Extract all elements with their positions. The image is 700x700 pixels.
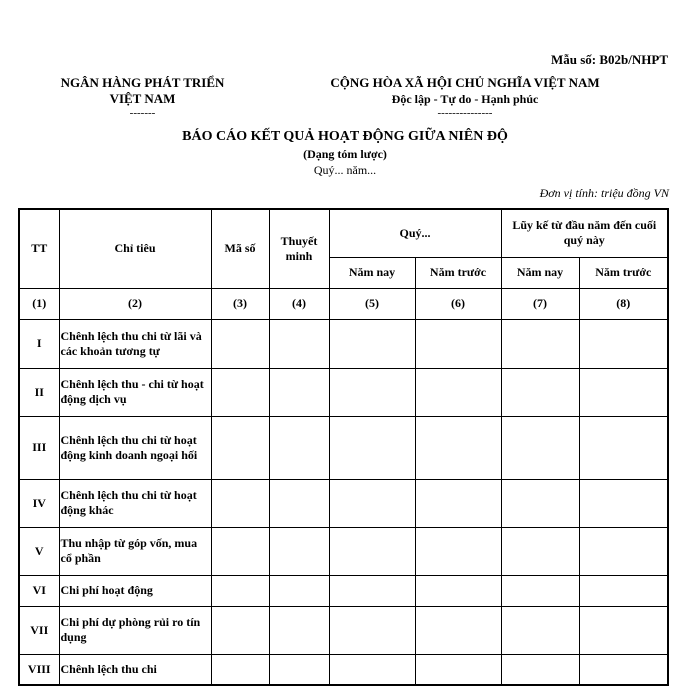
cell-luy-ke-nam-truoc [579,527,668,575]
column-number-row [19,288,668,319]
table-row [19,368,668,416]
cell-quy-nam-nay [329,654,415,685]
report-table [18,208,669,686]
cell-luy-ke-nam-truoc [579,368,668,416]
cell-thuyet-minh [269,319,329,368]
col-number: (1) [19,288,59,319]
report-subtitle: (Dạng tóm lược) [303,147,387,161]
header-thuyet-minh: Thuyết minh [269,209,329,288]
cell-thuyet-minh [269,368,329,416]
cell-luy-ke-nam-nay [501,606,579,654]
table-row [19,575,668,606]
cell-quy-nam-nay [329,368,415,416]
cell-quy-nam-truoc [415,575,501,606]
report-title: BÁO CÁO KẾT QUẢ HOẠT ĐỘNG GIỮA NIÊN ĐỘ [182,129,508,144]
cell-luy-ke-nam-nay [501,416,579,479]
currency-unit: Đơn vị tính: triệu đồng VN [539,186,669,200]
row-tt: VIII [19,654,59,685]
cell-quy-nam-nay [329,575,415,606]
cell-quy-nam-truoc [415,654,501,685]
report-period: Quý... năm... [313,163,377,177]
col-number: (6) [415,288,501,319]
table-row [19,319,668,368]
row-tt: II [19,368,59,416]
cell-ma-so [211,479,269,527]
cell-thuyet-minh [269,654,329,685]
cell-quy-nam-truoc [415,606,501,654]
header-tt: TT [19,209,59,288]
nation-motto: Độc lập - Tự do - Hạnh phúc [391,92,539,106]
col-number: (8) [579,288,668,319]
cell-thuyet-minh [269,527,329,575]
cell-ma-so [211,416,269,479]
cell-thuyet-minh [269,606,329,654]
row-tt: V [19,527,59,575]
cell-luy-ke-nam-truoc [579,416,668,479]
cell-luy-ke-nam-truoc [579,479,668,527]
col-number: (4) [269,288,329,319]
table-row [19,606,668,654]
row-label: Chi phí dự phòng rủi ro tín dụng [59,606,211,654]
col-number: (7) [501,288,579,319]
header-nam-truoc: Năm trước [415,257,501,288]
national-motto [300,75,630,119]
nation-underline: --------------- [437,107,493,119]
row-tt: VII [19,606,59,654]
cell-luy-ke-nam-nay [501,575,579,606]
header-nam-truoc-luy-ke: Năm trước [579,257,668,288]
nation-name: CỘNG HÒA XÃ HỘI CHỦ NGHĨA VIỆT NAM [330,75,600,90]
col-number: (5) [329,288,415,319]
row-label: Chênh lệch thu chi từ hoạt động kinh doanh ngoại hối [59,416,211,479]
cell-luy-ke-nam-nay [501,654,579,685]
table-row [19,527,668,575]
cell-quy-nam-nay [329,606,415,654]
cell-quy-nam-truoc [415,368,501,416]
cell-luy-ke-nam-truoc [579,319,668,368]
cell-quy-nam-nay [329,416,415,479]
cell-ma-so [211,368,269,416]
cell-ma-so [211,575,269,606]
organization-underline: ------- [129,107,156,119]
cell-luy-ke-nam-truoc [579,606,668,654]
form-code: Mẫu số: B02b/NHPT [550,52,668,67]
cell-luy-ke-nam-nay [501,319,579,368]
row-label: Chi phí hoạt động [59,575,211,606]
cell-luy-ke-nam-nay [501,479,579,527]
cell-luy-ke-nam-truoc [579,654,668,685]
cell-thuyet-minh [269,416,329,479]
header-nam-nay-luy-ke: Năm nay [501,257,579,288]
organization-name-line2: VIỆT NAM [109,91,176,106]
cell-quy-nam-nay [329,319,415,368]
table-row [19,416,668,479]
cell-quy-nam-truoc [415,319,501,368]
header-luy-ke: Lũy kế từ đầu năm đến cuối quý này [501,209,668,257]
row-tt: VI [19,575,59,606]
header-chi-tieu: Chỉ tiêu [59,209,211,288]
cell-ma-so [211,606,269,654]
cell-luy-ke-nam-truoc [579,575,668,606]
organization-header [40,75,245,119]
cell-ma-so [211,319,269,368]
row-label: Thu nhập từ góp vốn, mua cổ phần [59,527,211,575]
row-label: Chênh lệch thu chi từ hoạt động khác [59,479,211,527]
row-tt: III [19,416,59,479]
row-tt: I [19,319,59,368]
header-nam-nay: Năm nay [329,257,415,288]
row-label: Chênh lệch thu - chi từ hoạt động dịch vụ [59,368,211,416]
row-tt: IV [19,479,59,527]
cell-quy-nam-truoc [415,479,501,527]
organization-name-line1: NGÂN HÀNG PHÁT TRIỂN [60,75,225,90]
cell-ma-so [211,527,269,575]
cell-quy-nam-nay [329,479,415,527]
cell-thuyet-minh [269,575,329,606]
col-number: (2) [59,288,211,319]
table-row [19,479,668,527]
cell-ma-so [211,654,269,685]
col-number: (3) [211,288,269,319]
cell-quy-nam-truoc [415,416,501,479]
header-ma-so: Mã số [211,209,269,288]
row-label: Chênh lệch thu chi [59,654,211,685]
row-label: Chênh lệch thu chi từ lãi và các khoản tương tự [59,319,211,368]
cell-thuyet-minh [269,479,329,527]
table-row [19,654,668,685]
cell-quy-nam-truoc [415,527,501,575]
header-quy: Quý... [329,209,501,257]
cell-quy-nam-nay [329,527,415,575]
cell-luy-ke-nam-nay [501,527,579,575]
cell-luy-ke-nam-nay [501,368,579,416]
